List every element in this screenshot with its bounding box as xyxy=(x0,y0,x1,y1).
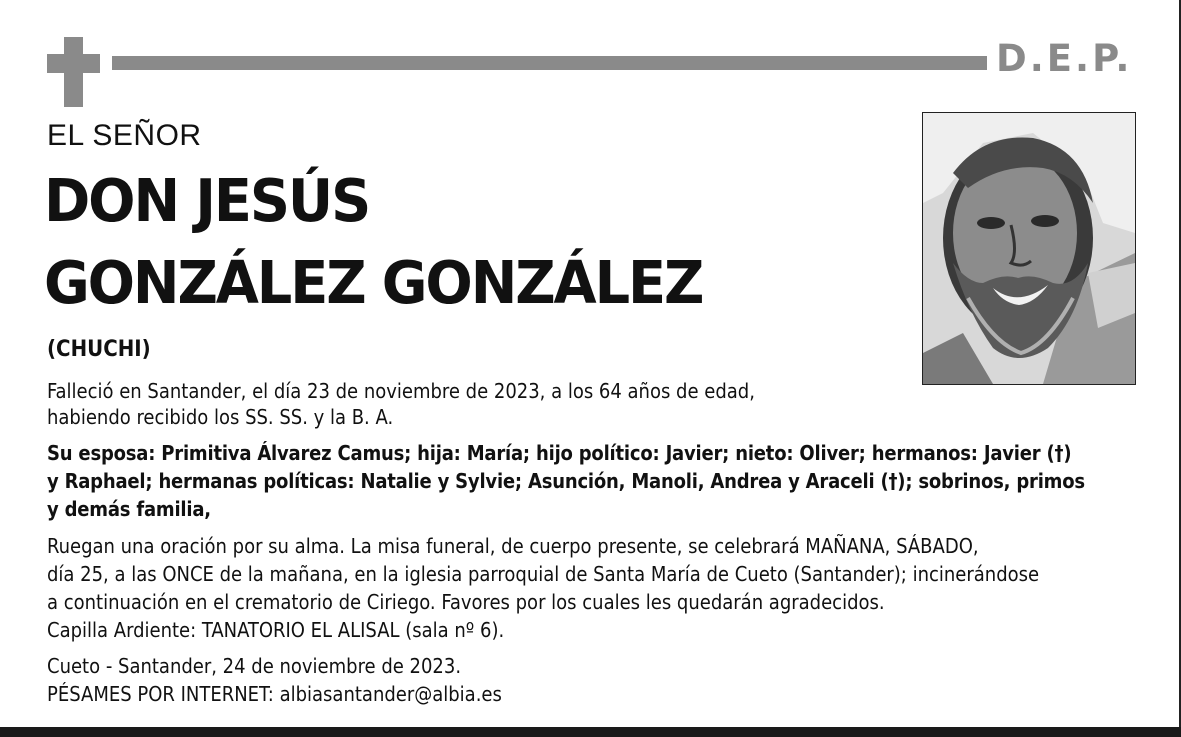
portrait-photo xyxy=(922,112,1136,385)
portrait-illustration xyxy=(923,113,1135,384)
bottom-border-bar xyxy=(0,727,1181,737)
deceased-name-line2: GONZÁLEZ GONZÁLEZ xyxy=(44,248,703,317)
cross-horizontal-bar xyxy=(47,54,100,73)
deceased-name-line1: DON JESÚS xyxy=(44,166,370,235)
family-line1: Su esposa: Primitiva Álvarez Camus; hija: María; hijo político: Javier; nieto: Oliver; hermanos: Javier (†) xyxy=(47,441,1072,465)
request-line2: día 25, a las ONCE de la mañana, en la iglesia parroquial de Santa María de Cueto (Santander); incinerándose xyxy=(47,562,1040,586)
nickname: (CHUCHI) xyxy=(47,337,151,362)
family-line2: y Raphael; hermanas políticas: Natalie y Sylvie; Asunción, Manoli, Andrea y Araceli (†); sobrinos, primos xyxy=(47,469,1085,493)
family-line3: y demás familia, xyxy=(47,497,211,521)
chapel-info: Capilla Ardiente: TANATORIO EL ALISAL (sala nº 6). xyxy=(47,618,505,642)
dep-label: D.E.P. xyxy=(996,37,1133,80)
request-line3: a continuación en el crematorio de Ciriego. Favores por los cuales les quedarán agradecidos. xyxy=(47,590,885,614)
place-date: Cueto - Santander, 24 de noviembre de 2023. xyxy=(47,654,462,678)
condolences-email[interactable]: PÉSAMES POR INTERNET: albiasantander@albia.es xyxy=(47,682,502,706)
header-rule xyxy=(112,56,987,70)
request-line1: Ruegan una oración por su alma. La misa funeral, de cuerpo presente, se celebrará MAÑANA, SÁBADO, xyxy=(47,534,979,558)
honorific: EL SEÑOR xyxy=(47,119,202,152)
death-notice-line2: habiendo recibido los SS. SS. y la B. A. xyxy=(47,405,394,429)
death-notice-line1: Falleció en Santander, el día 23 de noviembre de 2023, a los 64 años de edad, xyxy=(47,379,755,403)
